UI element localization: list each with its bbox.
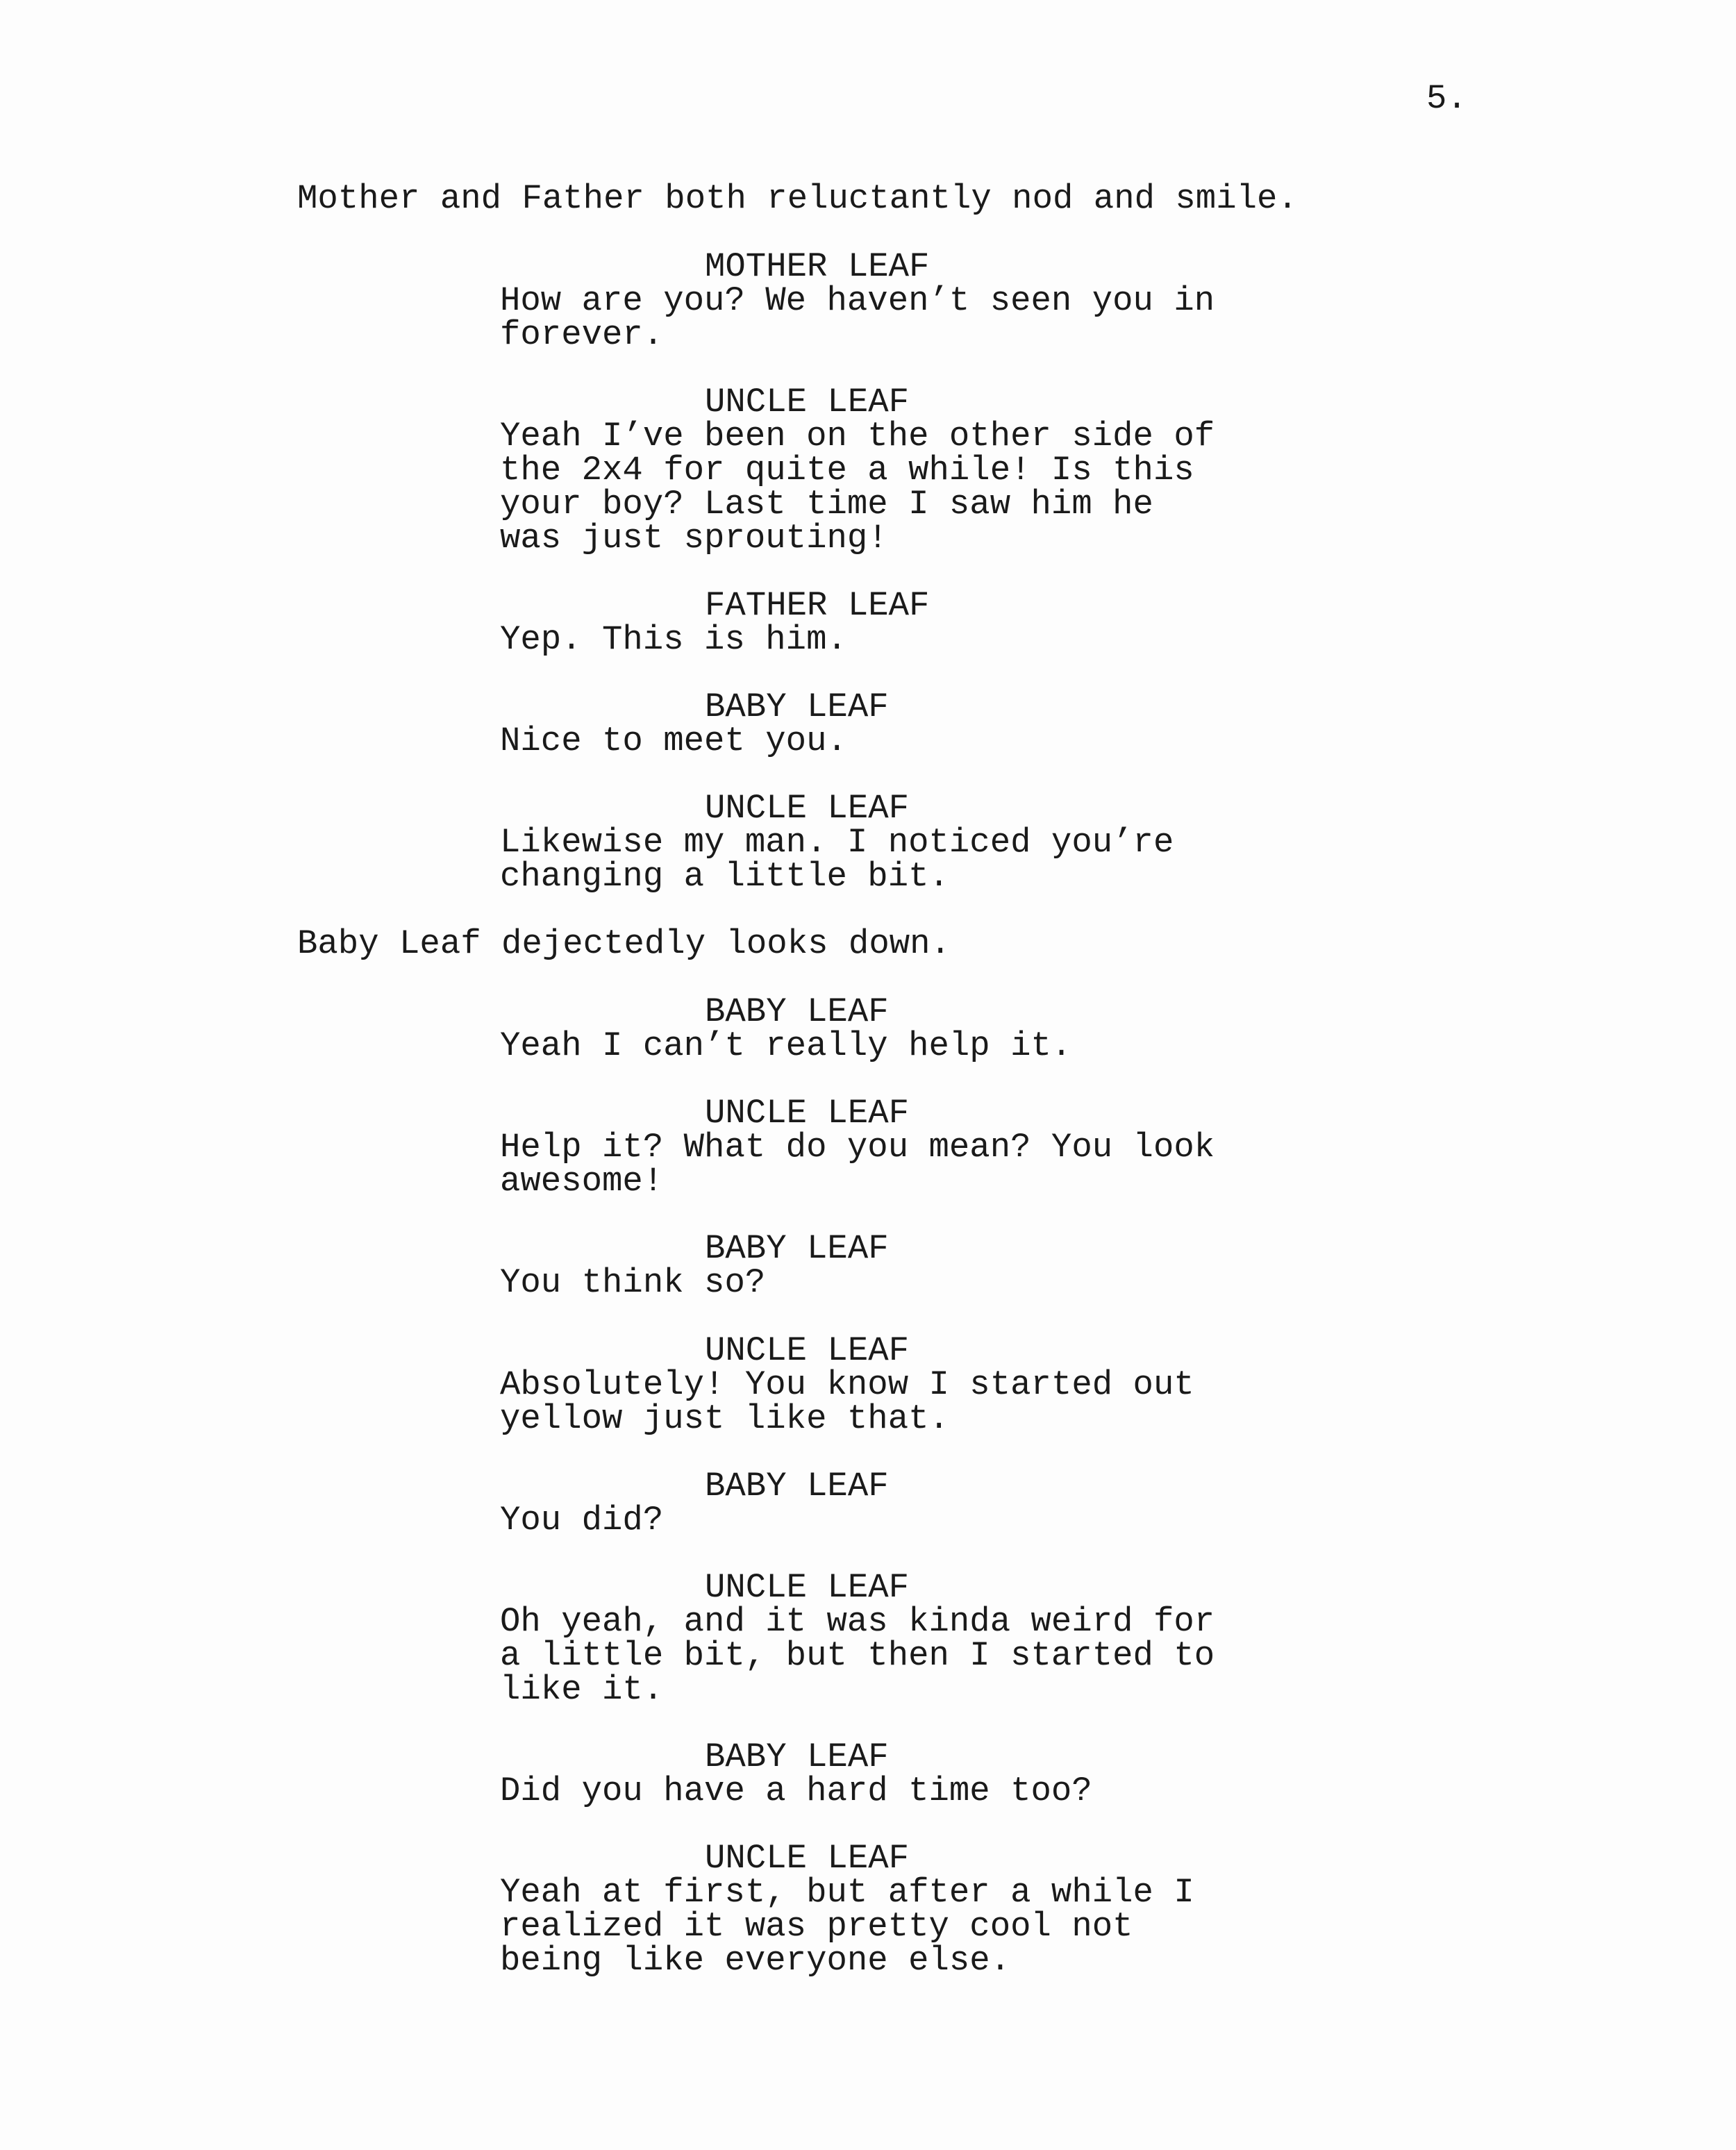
dialogue-line: Yeah I’ve been on the other side of — [500, 417, 1215, 456]
dialogue-line: like it. — [500, 1670, 664, 1709]
character-name: UNCLE LEAF — [705, 1839, 910, 1878]
dialogue-line: yellow just like that. — [500, 1399, 949, 1438]
action-line: Baby Leaf dejectedly looks down. — [297, 924, 951, 963]
character-name: BABY LEAF — [705, 1229, 889, 1268]
dialogue-line: was just sprouting! — [500, 519, 888, 558]
character-name: UNCLE LEAF — [705, 1094, 910, 1133]
character-name: MOTHER LEAF — [705, 247, 930, 286]
dialogue-line: Likewise my man. I noticed you’re — [500, 823, 1174, 862]
dialogue-line: Yeah I can’t really help it. — [500, 1026, 1072, 1065]
character-name: BABY LEAF — [705, 992, 889, 1031]
dialogue-line: Oh yeah, and it was kinda weird for — [500, 1602, 1215, 1641]
character-name: UNCLE LEAF — [705, 1331, 910, 1370]
character-name: UNCLE LEAF — [705, 1568, 910, 1607]
character-name: BABY LEAF — [705, 1738, 889, 1776]
character-name: FATHER LEAF — [705, 586, 930, 625]
dialogue-line: your boy? Last time I saw him he — [500, 485, 1153, 524]
dialogue-line: being like everyone else. — [500, 1941, 1011, 1980]
dialogue-line: Absolutely! You know I started out — [500, 1365, 1194, 1404]
dialogue-line: realized it was pretty cool not — [500, 1907, 1133, 1946]
character-name: UNCLE LEAF — [705, 383, 910, 422]
dialogue-line: Did you have a hard time too? — [500, 1772, 1092, 1810]
dialogue-line: Yeah at first, but after a while I — [500, 1873, 1194, 1912]
action-line: Mother and Father both reluctantly nod and smile. — [297, 179, 1298, 218]
dialogue-line: a little bit, but then I started to — [500, 1636, 1215, 1675]
dialogue-line: Yep. This is him. — [500, 620, 847, 659]
dialogue-line: How are you? We haven’t seen you in — [500, 281, 1215, 320]
character-name: BABY LEAF — [705, 1467, 889, 1506]
dialogue-line: forever. — [500, 315, 664, 354]
dialogue-line: Help it? What do you mean? You look — [500, 1128, 1215, 1167]
page-number: 5. — [1426, 79, 1467, 118]
dialogue-line: Nice to meet you. — [500, 722, 847, 760]
dialogue-line: awesome! — [500, 1162, 664, 1201]
character-name: BABY LEAF — [705, 688, 889, 726]
character-name: UNCLE LEAF — [705, 789, 910, 828]
dialogue-line: You think so? — [500, 1263, 766, 1302]
dialogue-line: the 2x4 for quite a while! Is this — [500, 451, 1194, 490]
dialogue-line: You did? — [500, 1501, 664, 1540]
dialogue-line: changing a little bit. — [500, 857, 949, 896]
